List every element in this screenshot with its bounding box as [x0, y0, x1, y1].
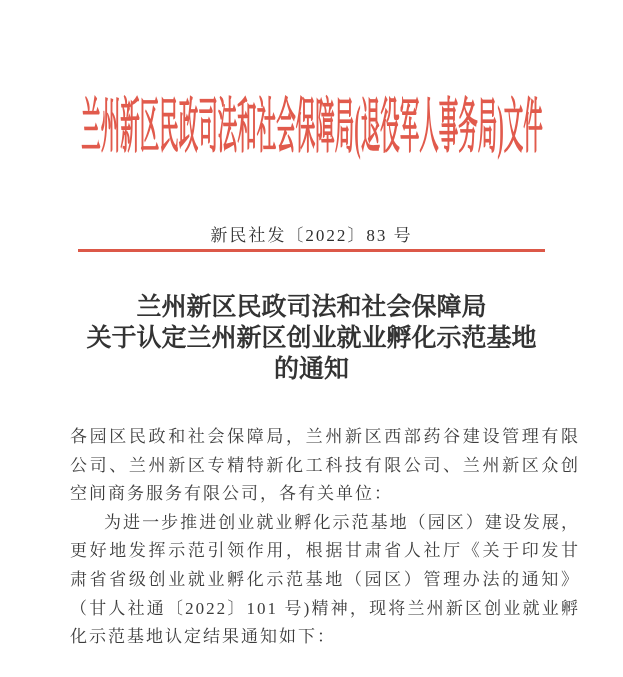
- document-body: [70, 423, 580, 652]
- document-number: 新民社发〔2022〕83 号: [210, 226, 413, 245]
- header-divider-line: [78, 249, 545, 252]
- document-title: [0, 292, 623, 385]
- document-title-line-2: 关于认定兰州新区创业就业孵化示范基地: [86, 325, 537, 352]
- document-header-banner: [0, 96, 623, 158]
- recipients-paragraph: 各园区民政和社会保障局，兰州新区西部药谷建设管理有限公司、兰州新区专精特新化工科技有限公司、兰州新区众创空间商务服务有限公司，各有关单位：: [70, 427, 580, 504]
- document-title-line-1: 兰州新区民政司法和社会保障局: [136, 294, 487, 321]
- issuing-agency-banner-text: 兰州新区民政司法和社会保障局(退役军人事务局)文件: [80, 94, 543, 160]
- intro-paragraph: 为进一步推进创业就业孵化示范基地（园区）建设发展，更好地发挥示范引领作用，根据甘肃省人社厅《关于印发甘肃省省级创业就业孵化示范基地（园区）管理办法的通知》（甘人社通〔2022〕101 号)精神，现将兰州新区创业就业孵化示范基地认定结果通知如下：: [70, 512, 580, 647]
- document-title-line-3: 的通知: [273, 356, 349, 383]
